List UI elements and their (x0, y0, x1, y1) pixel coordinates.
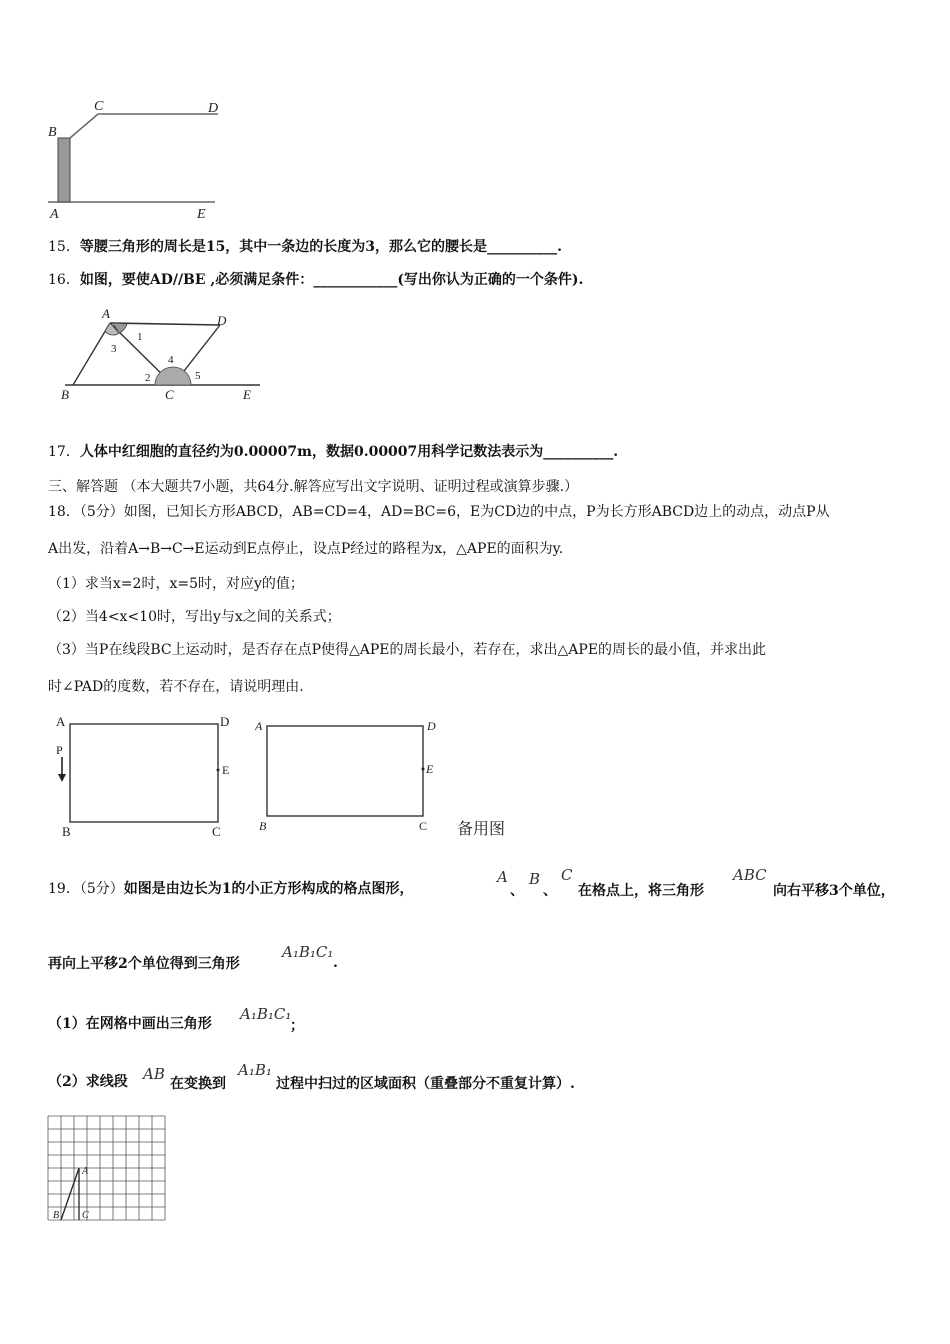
q18-part-3a: （3）当P在线段BC上运动时，是否存在点P使得△APE的周长最小，若存在，求出△APE的周长的最小值，并求出此 (48, 642, 767, 658)
angle-3: 3 (111, 343, 117, 355)
angle-5: 5 (195, 370, 201, 382)
q19-t4: 再向上平移2个单位得到三角形 (48, 956, 240, 972)
q18-part-2: （2）当4<x<10时，写出y与x之间的关系式； (48, 609, 341, 625)
backup-figure-caption: 备用图 (457, 819, 506, 838)
q18-part-1: （1）求当x=2时，x=5时，对应y的值； (48, 576, 304, 592)
q17-number: 17． (48, 444, 80, 460)
figure-18b (255, 712, 440, 842)
figure-top (40, 92, 240, 222)
question-19-line-1 (48, 880, 414, 898)
q15-text: 等腰三角形的周长是15，其中一条边的长度为3，那么它的腰长是 (79, 239, 488, 255)
figure-19-grid (44, 1112, 170, 1226)
label-e: E (197, 207, 206, 222)
label-e: E (222, 763, 230, 777)
q19-label-a1b1c1: A₁B₁C₁ (282, 943, 334, 961)
q19-p1a: （1）在网格中画出三角形 (48, 1016, 212, 1032)
q19-t2: 在格点上，将三角形 (578, 883, 704, 899)
label-a: A (82, 1166, 89, 1177)
q15-blank[interactable]: __________ (487, 239, 558, 255)
q17-text: 人体中红细胞的直径约为0.00007m，数据0.00007用科学记数法表示为 (79, 444, 544, 460)
q18-line1: 如图，已知长方形ABCD，AB=CD=4，AD=BC=6，E为CD边的中点，P为长方形ABCD边上的动点，动点P从 (123, 504, 830, 520)
label-c: C (212, 824, 221, 839)
q19-label-c: C (561, 866, 573, 884)
q19-p2b: 在变换到 (170, 1076, 226, 1092)
q17-blank[interactable]: __________ (543, 444, 614, 460)
q19-label-abc: ABC (733, 866, 767, 884)
question-16 (48, 271, 583, 289)
label-e: E (243, 387, 251, 402)
q15-end: . (557, 239, 562, 255)
q19-label-a: A (497, 868, 508, 886)
q19-part-1-label: A₁B₁C₁ (240, 1005, 292, 1023)
q19-number: 19． (48, 881, 80, 897)
label-b: B (62, 824, 71, 839)
label-a: A (56, 714, 66, 729)
question-19-line-2 (48, 955, 240, 973)
q18-line2: A出发，沿着A→B→C→E运动到E点停止，设点P经过的路程为x，△APE的面积为y. (48, 541, 564, 557)
q19-t4-end: . (333, 955, 338, 971)
q19-t1: 如图是由边长为1的小正方形构成的格点图形， (123, 881, 414, 897)
q18-score: （5分） (79, 504, 124, 520)
label-c: C (165, 387, 174, 402)
q17-end: . (613, 444, 619, 460)
q18-part-3b: 时∠PAD的度数，若不存在，请说明理由. (48, 679, 304, 695)
angle-1: 1 (137, 331, 143, 343)
q19-score: （5分） (79, 881, 124, 897)
q19-label-ab: AB (143, 1065, 165, 1083)
label-d: D (427, 719, 436, 733)
q19-label-a1b1: A₁B₁ (238, 1061, 272, 1079)
label-d: D (220, 714, 230, 729)
q16-blank[interactable]: ____________ (313, 272, 398, 288)
q15-number: 15． (48, 239, 80, 255)
label-p: P (56, 743, 63, 757)
label-d: D (217, 313, 227, 328)
q19-label-b: B (529, 870, 541, 888)
section-3-note: （本大题共7小题，共64分.解答应写出文字说明、证明过程或演算步骤.） (122, 479, 579, 495)
angle-2: 2 (145, 372, 151, 384)
q19-part-1 (48, 1015, 212, 1033)
q19-part-2 (48, 1073, 128, 1091)
q18-number: 18． (48, 504, 80, 520)
question-18-line-1 (48, 503, 830, 521)
q16-text-b: (写出你认为正确的一个条件). (397, 272, 584, 288)
label-a: A (102, 306, 110, 321)
q19-t3: 向右平移3个单位， (773, 883, 895, 899)
label-b: B (48, 125, 57, 140)
label-c: C (419, 819, 428, 833)
section-3-title: 三、解答题 (48, 479, 118, 495)
label-a: A (50, 207, 59, 222)
q19-sep-1: 、 (510, 883, 524, 899)
label-b: B (53, 1210, 60, 1221)
question-17 (48, 443, 618, 461)
question-15 (48, 238, 562, 256)
section-3-header (48, 478, 578, 496)
q19-sep-2: 、 (543, 883, 557, 899)
figure-16 (55, 305, 270, 405)
angle-4: 4 (168, 354, 174, 366)
label-d: D (208, 101, 219, 116)
label-e: E (426, 762, 434, 776)
q19-p2a: （2）求线段 (48, 1074, 128, 1090)
q16-text-a: 如图，要使AD//BE ,必须满足条件： (79, 272, 314, 288)
label-b: B (61, 387, 69, 402)
q19-p2c: 过程中扫过的区域面积（重叠部分不重复计算）. (276, 1076, 575, 1092)
label-a: A (255, 719, 263, 733)
question-18-line-2 (48, 540, 563, 558)
label-b: B (259, 819, 267, 833)
figure-18a (52, 712, 237, 842)
label-c: C (82, 1210, 89, 1221)
label-c: C (94, 99, 104, 114)
q16-number: 16． (48, 272, 80, 288)
q19-p1-end: ； (290, 1018, 304, 1034)
